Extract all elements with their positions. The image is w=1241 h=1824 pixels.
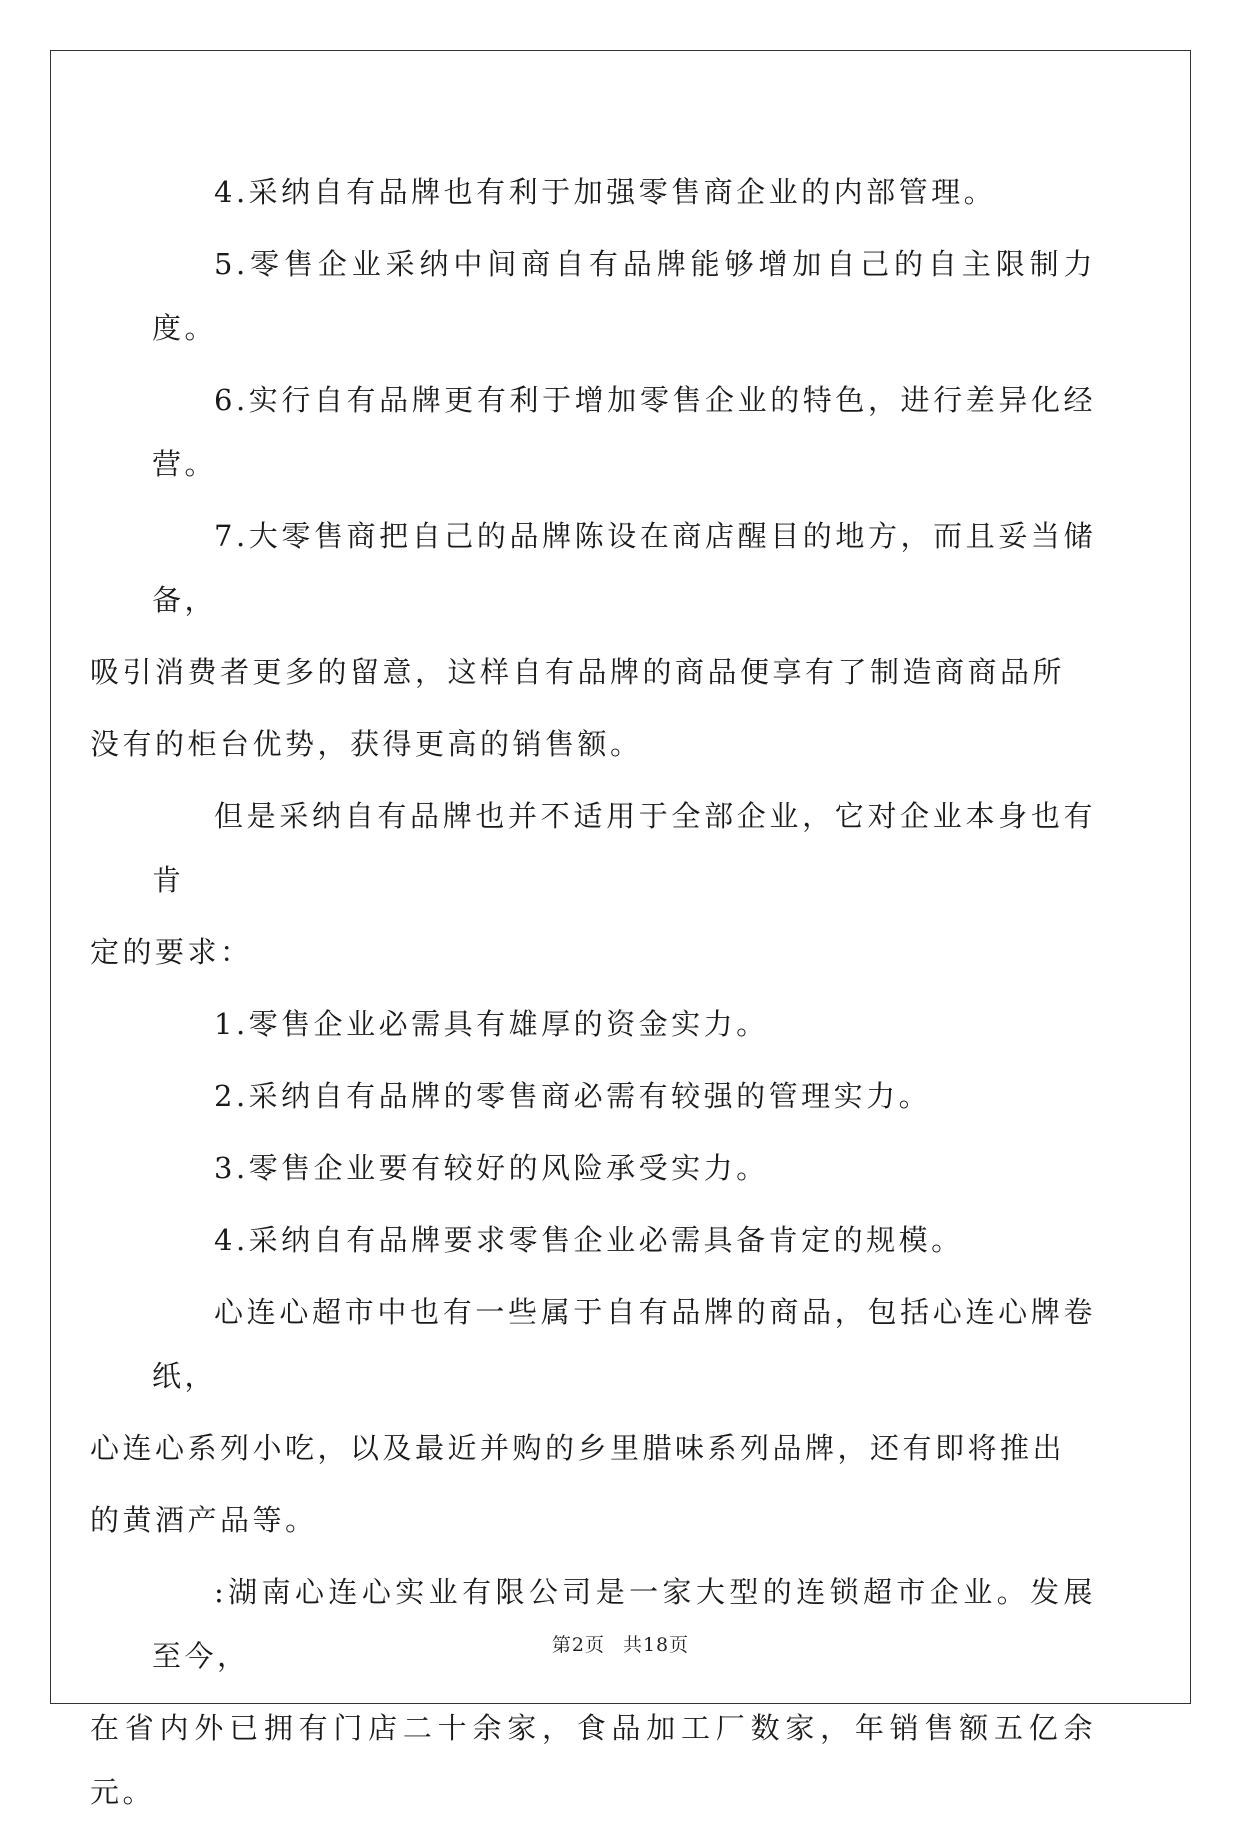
paragraph [152, 160, 1096, 224]
paragraph-line: 心连心系列小吃，以及最近并购的乡里腊味系列品牌，还有即将推出 [90, 1431, 1066, 1465]
paragraph-line: 3.零售企业要有较好的风险承受实力。 [214, 1151, 769, 1185]
paragraph [152, 368, 1096, 496]
paragraph [90, 784, 1096, 984]
total-pages: 共18页 [622, 1634, 690, 1656]
page-footer [0, 1630, 1241, 1657]
paragraph-line: 但是采纳自有品牌也并不适用于全部企业，它对企业本身也有肯 [152, 799, 1096, 897]
paragraph [152, 1064, 1096, 1128]
paragraph [90, 1280, 1096, 1552]
paragraph-line: 4.采纳自有品牌要求零售企业必需具备肯定的规模。 [214, 1223, 964, 1257]
paragraph-line: 6.实行自有品牌更有利于增加零售企业的特色，进行差异化经营。 [152, 383, 1096, 481]
paragraph [152, 992, 1096, 1056]
paragraph [152, 232, 1096, 360]
paragraph-line: 定的要求： [90, 935, 253, 969]
paragraph [152, 1208, 1096, 1272]
paragraph-line: 的黄酒产品等。 [90, 1503, 318, 1537]
paragraph [152, 1136, 1096, 1200]
paragraph-line: 心连心超市中也有一些属于自有品牌的商品，包括心连心牌卷纸， [152, 1295, 1096, 1393]
paragraph-line: 2.采纳自有品牌的零售商必需有较强的管理实力。 [214, 1079, 932, 1113]
paragraph-line: :湖南心连心实业有限公司是一家大型的连锁超市企业。发展至今， [152, 1575, 1096, 1673]
page-number: 第2页 [551, 1634, 605, 1656]
paragraph [90, 1560, 1096, 1824]
document-body [90, 160, 1096, 1824]
paragraph-line: 7.大零售商把自己的品牌陈设在商店醒目的地方，而且妥当储备， [152, 519, 1096, 617]
paragraph-line: 1.零售企业必需具有雄厚的资金实力。 [214, 1007, 769, 1041]
paragraph-line: 5.零售企业采纳中间商自有品牌能够增加自己的自主限制力度。 [152, 247, 1096, 345]
paragraph-line: 4.采纳自有品牌也有利于加强零售商企业的内部管理。 [214, 175, 997, 209]
paragraph [90, 504, 1096, 776]
paragraph-line: 在省内外已拥有门店二十余家，食品加工厂数家，年销售额五亿余元。 [90, 1711, 1096, 1809]
paragraph-line: 吸引消费者更多的留意，这样自有品牌的商品便享有了制造商商品所 [90, 655, 1066, 689]
paragraph-line: 没有的柜台优势，获得更高的销售额。 [90, 727, 643, 761]
